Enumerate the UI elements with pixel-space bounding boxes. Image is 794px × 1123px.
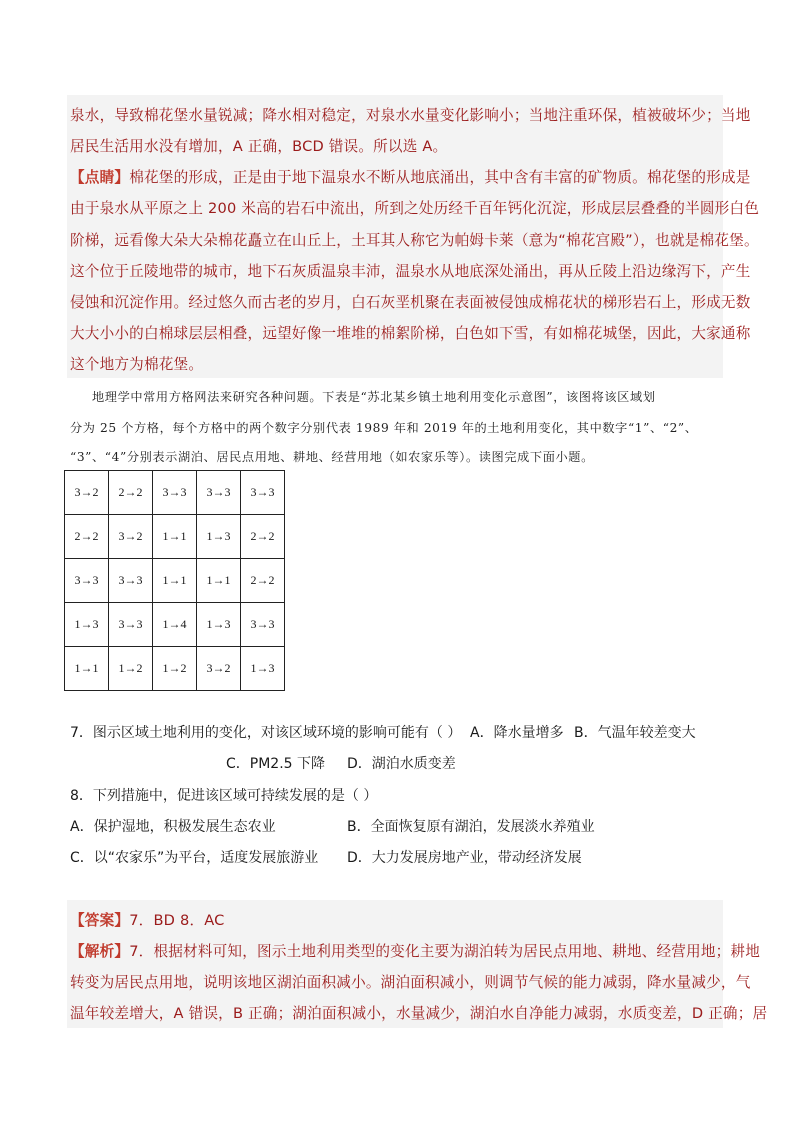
q7-stem: 7．图示区域土地利用的变化，对该区域环境的影响可能有（ ） (70, 725, 462, 741)
land-use-grid (64, 470, 285, 691)
q7-option-d: D．湖泊水质变差 (347, 756, 456, 772)
analysis-text-1: 7．根据材料可知，图示土地利用类型的变化主要为湖泊转为居民点用地、耕地、经营用地；耕地 (129, 943, 761, 960)
grid-cell: 1→4 (153, 603, 197, 647)
note-line-4: 这个位于丘陵地带的城市，地下石灰质温泉丰沛，温泉水从地底深处涌出，再从丘陵上沿边缘泻下，产生 (70, 263, 751, 280)
grid-cell: 3→3 (241, 603, 285, 647)
intro-line-2: 分为 25 个方格，每个方格中的两个数字分别代表 1989 年和 2019 年的土地利用变化，其中数字“1”、“2”、 (70, 421, 698, 435)
q8-option-c: C．以“农家乐”为平台，适度发展旅游业 (70, 850, 319, 866)
q7-option-b: B．气温年较差变大 (574, 725, 696, 741)
grid-row (65, 559, 285, 603)
grid-cell: 1→2 (153, 647, 197, 691)
grid-cell: 1→1 (153, 515, 197, 559)
grid-cell: 2→2 (241, 559, 285, 603)
grid-row (65, 603, 285, 647)
q8-option-a: A．保护湿地，积极发展生态农业 (70, 819, 276, 835)
grid-cell: 1→3 (65, 603, 109, 647)
note-line-3: 阶梯，远看像大朵大朵棉花矗立在山丘上，土耳其人称它为帕姆卡莱（意为“棉花宫殿”），也就是棉花堡。 (70, 232, 759, 249)
intro-line-1: 地理学中常用方格网法来研究各种问题。下表是“苏北某乡镇土地利用变化示意图”，该图将该区域划 (92, 390, 656, 404)
note-tag: 【点睛】 (70, 169, 130, 186)
grid-cell: 1→3 (197, 603, 241, 647)
grid-cell: 3→2 (65, 471, 109, 515)
explanation-line-1: 泉水，导致棉花堡水量锐减；降水相对稳定，对泉水水量变化影响小；当地注重环保，植被破坏少；当地 (70, 107, 751, 124)
q8-option-b: B．全面恢复原有湖泊，发展淡水养殖业 (347, 819, 595, 835)
q7-option-c: C．PM2.5 下降 (226, 756, 326, 772)
grid-cell: 2→2 (65, 515, 109, 559)
grid-cell: 1→1 (153, 559, 197, 603)
grid-cell: 2→2 (109, 471, 153, 515)
grid-cell: 3→2 (109, 515, 153, 559)
analysis-line-1 (70, 940, 760, 961)
q8-stem: 8．下列措施中，促进该区域可持续发展的是（ ） (70, 788, 378, 804)
note-line-1 (70, 166, 751, 187)
grid-cell: 3→3 (65, 559, 109, 603)
note-line-5: 侵蚀和沉淀作用。经过悠久而古老的岁月，白石灰垩机聚在表面被侵蚀成棉花状的梯形岩石上，形成无数 (70, 294, 751, 311)
analysis-line-3: 温年较差增大，A 错误，B 正确；湖泊面积减小，水量减少，湖泊水自净能力减弱，水质变差，D 正确；居 (70, 1005, 768, 1022)
grid-cell: 2→2 (241, 515, 285, 559)
grid-cell: 3→3 (109, 603, 153, 647)
grid-row (65, 515, 285, 559)
grid-cell: 1→3 (241, 647, 285, 691)
grid-cell: 1→1 (65, 647, 109, 691)
q7-option-a: A．降水量增多 (470, 725, 564, 741)
grid-cell: 3→3 (153, 471, 197, 515)
grid-cell: 3→3 (197, 471, 241, 515)
q8-option-d: D．大力发展房地产业，带动经济发展 (347, 850, 582, 866)
grid-cell: 3→2 (197, 647, 241, 691)
grid-cell: 1→1 (197, 559, 241, 603)
grid-cell: 1→2 (109, 647, 153, 691)
grid-cell: 1→3 (197, 515, 241, 559)
answer-text: 7．BD 8．AC (129, 912, 225, 929)
note-line-2: 由于泉水从平原之上 200 米高的岩石中流出，所到之处历经千百年钙化沉淀，形成层层叠叠的半圆形白色 (70, 200, 760, 217)
analysis-tag: 【解析】 (70, 943, 130, 960)
answer-tag: 【答案】 (70, 912, 130, 929)
answer-line (70, 909, 225, 930)
grid-row (65, 647, 285, 691)
grid-cell: 3→3 (109, 559, 153, 603)
note-line-6: 大大小小的白棉球层层相叠，远望好像一堆堆的棉絮阶梯，白色如下雪，有如棉花城堡，因此，大家通称 (70, 325, 751, 342)
note-line-7: 这个地方为棉花堡。 (70, 356, 204, 373)
intro-line-3: “3”、“4”分别表示湖泊、居民点用地、耕地、经营用地（如农家乐等）。读图完成下面小题。 (70, 450, 594, 464)
grid-row (65, 471, 285, 515)
explanation-line-2: 居民生活用水没有增加，A 正确，BCD 错误。所以选 A。 (70, 138, 448, 155)
grid-cell: 3→3 (241, 471, 285, 515)
analysis-line-2: 转变为居民点用地，说明该地区湖泊面积减小。湖泊面积减小，则调节气候的能力减弱，降水量减少，气 (70, 974, 751, 991)
note-text-1: 棉花堡的形成，正是由于地下温泉水不断从地底涌出，其中含有丰富的矿物质。棉花堡的形成是 (129, 169, 751, 186)
